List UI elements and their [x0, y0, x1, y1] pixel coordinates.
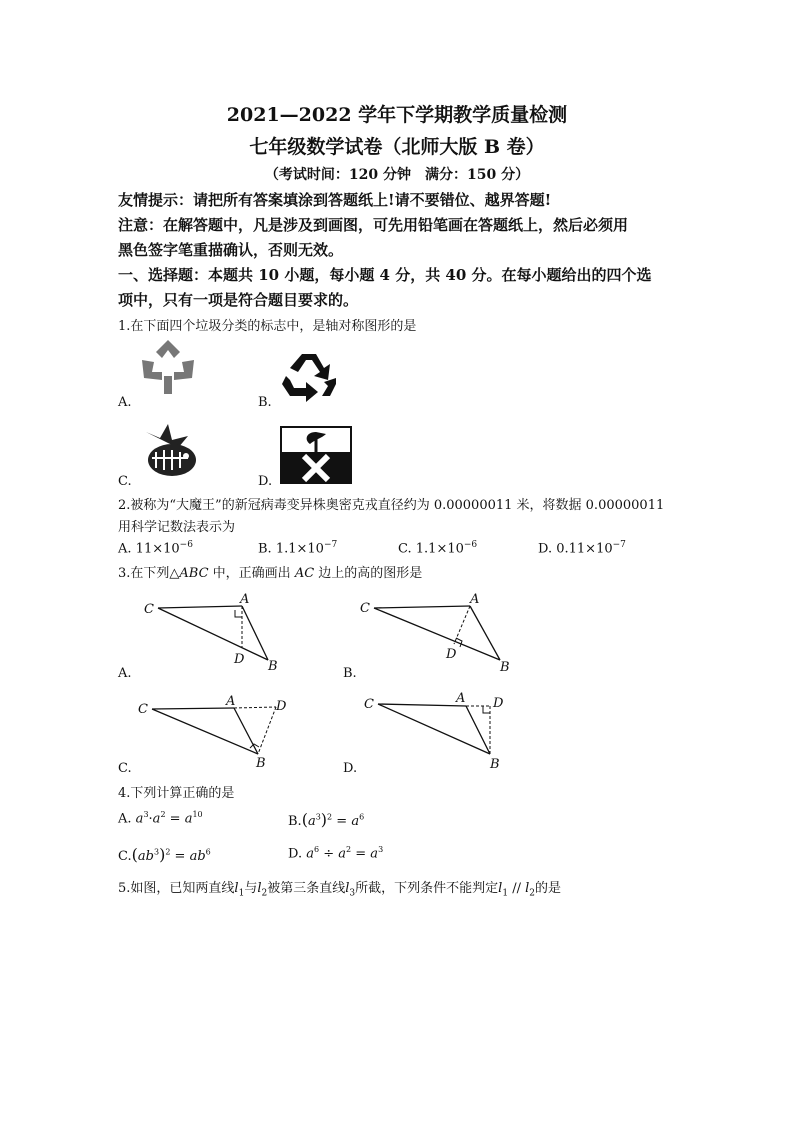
label-c: C: [360, 601, 370, 616]
op: ): [159, 845, 166, 864]
q2-option-b: [258, 540, 337, 556]
label-a: A: [240, 592, 250, 607]
label-a: A: [456, 691, 466, 706]
segment-cb: [152, 709, 258, 754]
exponent: 3: [378, 845, 384, 854]
q3-label-a: A.: [118, 666, 132, 681]
var-a: a: [137, 849, 146, 864]
q5-stem-text: 的是: [535, 881, 562, 896]
attention-line-1: 注意：在解答题中，凡是涉及到画图，可先用铅笔画在答题纸上，然后必须用: [118, 216, 629, 234]
exponent: 2: [346, 845, 352, 854]
q1-label-d: D.: [258, 474, 273, 489]
q2-stem-line-1: 2.被称为“大魔王”的新冠病毒变异株奥密克戎直径约为 0.00000011 米，将数据 0.00000011: [118, 498, 665, 513]
subscript: 3: [349, 888, 356, 899]
attention-line-2: 黑色签字笔重描确认，否则无效。: [118, 241, 344, 259]
exponent: 6: [205, 847, 211, 857]
q5-stem-text: 5.如图，已知两直线: [118, 881, 235, 896]
q1-label-b: B.: [258, 395, 272, 410]
line-l: l: [525, 881, 530, 896]
label-d: D: [276, 699, 287, 714]
q1-label-c: C.: [118, 474, 132, 489]
q3-figure-c: [136, 692, 296, 772]
right-angle-mark: [483, 706, 490, 713]
var-a: a: [184, 811, 193, 827]
q2-option-exponent: −7: [612, 540, 626, 550]
q2-option-value: 11×10: [135, 541, 180, 557]
label-b: B: [256, 756, 266, 771]
q4-option-label: C.: [118, 849, 132, 864]
label-d: D: [446, 647, 457, 662]
op: ·: [148, 811, 153, 827]
q3-stem: [118, 562, 422, 581]
op: ÷: [319, 846, 339, 862]
q2-option-value: 1.1×10: [415, 541, 464, 557]
q2-option-value: 0.11×10: [556, 541, 613, 557]
extension-ad: [234, 707, 276, 708]
op: ): [320, 810, 328, 829]
hazardous-waste-logo-d-icon: [280, 426, 352, 484]
section1-line-2: 项中，只有一项是符合题目要求的。: [118, 291, 359, 309]
label-a: A: [470, 592, 480, 607]
exam-info: （考试时间：120 分钟 满分：150 分）: [264, 167, 530, 183]
exponent: 3: [143, 810, 149, 819]
q4-option-label: B.: [288, 814, 302, 829]
segment-ca: [152, 708, 234, 709]
q3-triangle-name: ABC: [179, 566, 209, 581]
q4-stem: 4.下列计算正确的是: [118, 786, 235, 801]
var-a: a: [338, 846, 347, 862]
subscript: 2: [529, 888, 536, 899]
exponent: 3: [315, 812, 321, 822]
segment-ca: [374, 606, 470, 608]
label-b: B: [268, 659, 278, 674]
q2-option-label: D.: [538, 541, 553, 557]
op: (: [131, 845, 138, 864]
q4-option-a: [118, 810, 203, 826]
label-b: B: [500, 660, 510, 675]
exponent: 10: [192, 810, 203, 819]
recycle-logo-b-icon: [280, 350, 338, 402]
label-b: B: [490, 757, 500, 770]
var-a: a: [351, 814, 360, 829]
label-d: D: [234, 652, 245, 667]
q3-stem-text: 3.在下列△: [118, 566, 180, 581]
segment-ab: [242, 606, 268, 660]
q2-option-label: A.: [118, 541, 132, 557]
segment-cb: [158, 608, 268, 660]
friendly-tip: 友情提示：请把所有答案填涂到答题纸上!请不要错位、越界答题!: [118, 191, 552, 209]
var-a: a: [370, 846, 379, 862]
var-b: b: [197, 849, 206, 864]
exponent: 6: [314, 845, 320, 854]
altitude-bd: [258, 707, 276, 754]
q2-option-d: [538, 540, 626, 556]
q4-option-label: A.: [118, 811, 132, 827]
label-d: D: [493, 696, 504, 711]
q4-option-d: [288, 845, 383, 861]
exponent: 2: [165, 847, 171, 857]
segment-ca: [158, 606, 242, 608]
var-a: a: [135, 811, 144, 827]
q3-stem-text: 边上的高的图形是: [314, 566, 423, 581]
section1-line-1: 一、选择题：本题共 10 小题，每小题 4 分，共 40 分。在每小题给出的四个选: [118, 266, 652, 284]
op: =: [332, 814, 352, 829]
q5-stem: [118, 877, 561, 899]
q3-label-d: D.: [343, 761, 358, 776]
q2-option-c: [398, 540, 477, 556]
label-a: A: [226, 694, 236, 709]
var-a: a: [152, 811, 161, 827]
q3-figure-a: [138, 592, 288, 676]
q4-option-c: [118, 845, 211, 864]
q3-label-b: B.: [343, 666, 357, 681]
q3-label-c: C.: [118, 761, 132, 776]
q1-label-a: A.: [118, 395, 132, 410]
exponent: 2: [327, 812, 333, 822]
subscript: 1: [502, 888, 509, 899]
q3-stem-text: 中，正确画出: [208, 566, 295, 581]
parallel-symbol: //: [508, 881, 526, 896]
q2-option-exponent: −6: [463, 540, 478, 550]
q2-option-label: C.: [398, 541, 412, 557]
q3-side-name: AC: [294, 566, 315, 581]
segment-cb: [378, 704, 490, 754]
segment-ab: [234, 708, 258, 754]
exam-title: 2021—2022 学年下学期教学质量检测: [226, 104, 568, 126]
right-angle-mark: [235, 610, 242, 617]
label-c: C: [144, 602, 154, 617]
exam-subtitle: 七年级数学试卷（北师大版 B 卷）: [249, 136, 545, 158]
q5-stem-text: 与: [244, 881, 258, 896]
line-l: l: [257, 881, 262, 896]
var-b: b: [145, 849, 154, 864]
op: =: [351, 846, 371, 862]
label-c: C: [138, 702, 148, 717]
segment-cb: [374, 608, 500, 660]
exponent: 2: [160, 810, 166, 819]
q5-stem-text: 被第三条直线: [267, 881, 346, 896]
line-l: l: [234, 881, 239, 896]
recycle-logo-a-icon: [138, 338, 198, 396]
var-a: a: [307, 814, 316, 829]
subscript: 1: [238, 888, 245, 899]
var-a: a: [189, 849, 198, 864]
segment-ca: [378, 704, 466, 706]
q3-figure-d: [364, 686, 524, 770]
segment-ab: [470, 606, 500, 660]
line-l: l: [345, 881, 350, 896]
q4-option-label: D.: [288, 846, 303, 862]
kitchen-waste-logo-c-icon: [138, 418, 200, 480]
var-a: a: [306, 846, 314, 862]
q2-option-label: B.: [258, 541, 272, 557]
q2-option-exponent: −6: [179, 540, 193, 550]
q3-figure-b: [356, 592, 516, 676]
q1-stem: 1.在下面四个垃圾分类的标志中，是轴对称图形的是: [118, 319, 417, 334]
op: =: [165, 811, 185, 827]
q2-option-value: 1.1×10: [275, 541, 324, 557]
op: =: [170, 849, 190, 864]
op: (: [301, 810, 308, 829]
q2-option-a: [118, 540, 193, 556]
q4-option-b: [288, 810, 364, 829]
q2-stem-line-2: 用科学记数法表示为: [118, 520, 236, 535]
exponent: 6: [359, 812, 365, 822]
exponent: 3: [153, 847, 160, 857]
label-c: C: [364, 697, 374, 712]
q2-option-exponent: −7: [323, 540, 338, 550]
subscript: 2: [261, 888, 268, 899]
q5-stem-text: 所截，下列条件不能判定: [355, 881, 499, 896]
line-l: l: [498, 881, 503, 896]
